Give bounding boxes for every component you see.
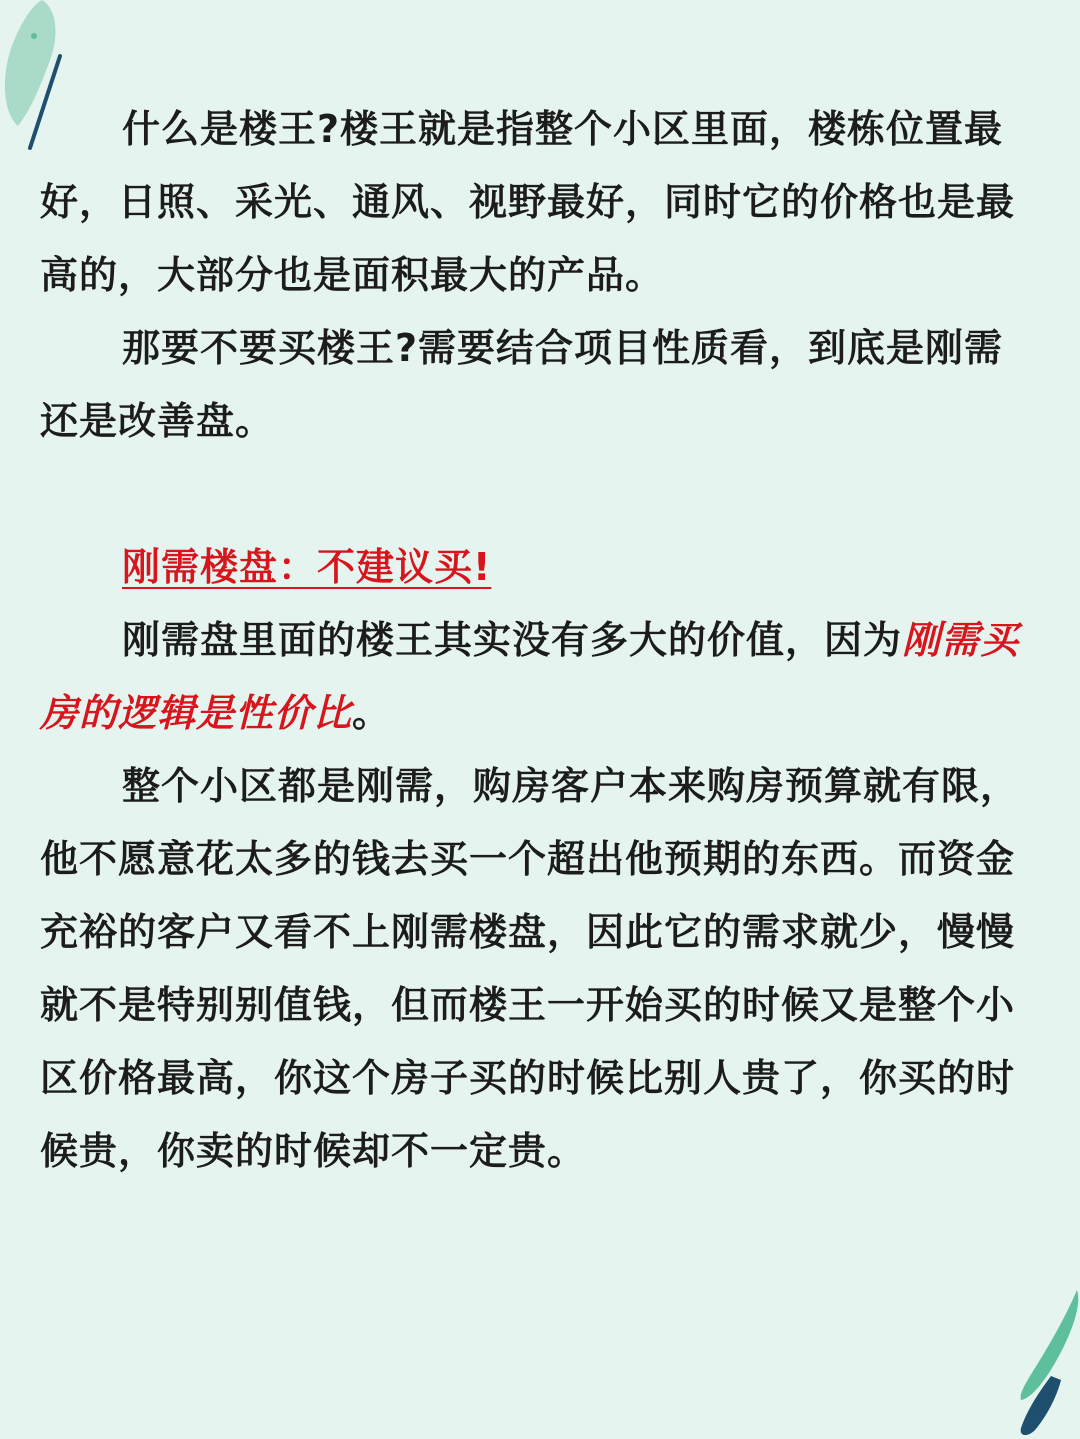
paragraph-logic-emphasis: 刚需买房的逻辑是性价比 [40,618,1020,735]
section-spacer [40,458,1040,531]
article-body [40,93,1040,1188]
paragraph-explanation: 整个小区都是刚需，购房客户本来购房预算就有限，他不愿意花太多的钱去买一个超出他预期的东西。而资金充裕的客户又看不上刚需楼盘，因此它的需求就少，慢慢就不是特别别值钱，但而楼王一开始买的时候又是整个小区价格最高，你这个房子买的时候比别人贵了，你买的时候贵，你卖的时候却不一定贵。 [40,764,1020,1173]
paragraph-definition: 什么是楼王?楼王就是指整个小区里面，楼栋位置最好，日照、采光、通风、视野最好，同时它的价格也是最高的，大部分也是面积最大的产品。 [40,107,1016,297]
paragraph-logic-text: 刚需盘里面的楼王其实没有多大的价值，因为 [122,618,903,662]
section-heading-text: 刚需楼盘：不建议买! [122,545,492,589]
bottom-right-leaf-decoration [1005,1280,1080,1439]
paragraph-logic-end: 。 [352,691,392,735]
paragraph-logic [40,604,1040,750]
paragraph-question: 那要不要买楼王?需要结合项目性质看，到底是刚需还是改善盘。 [40,326,1004,443]
section-heading [40,531,1040,604]
